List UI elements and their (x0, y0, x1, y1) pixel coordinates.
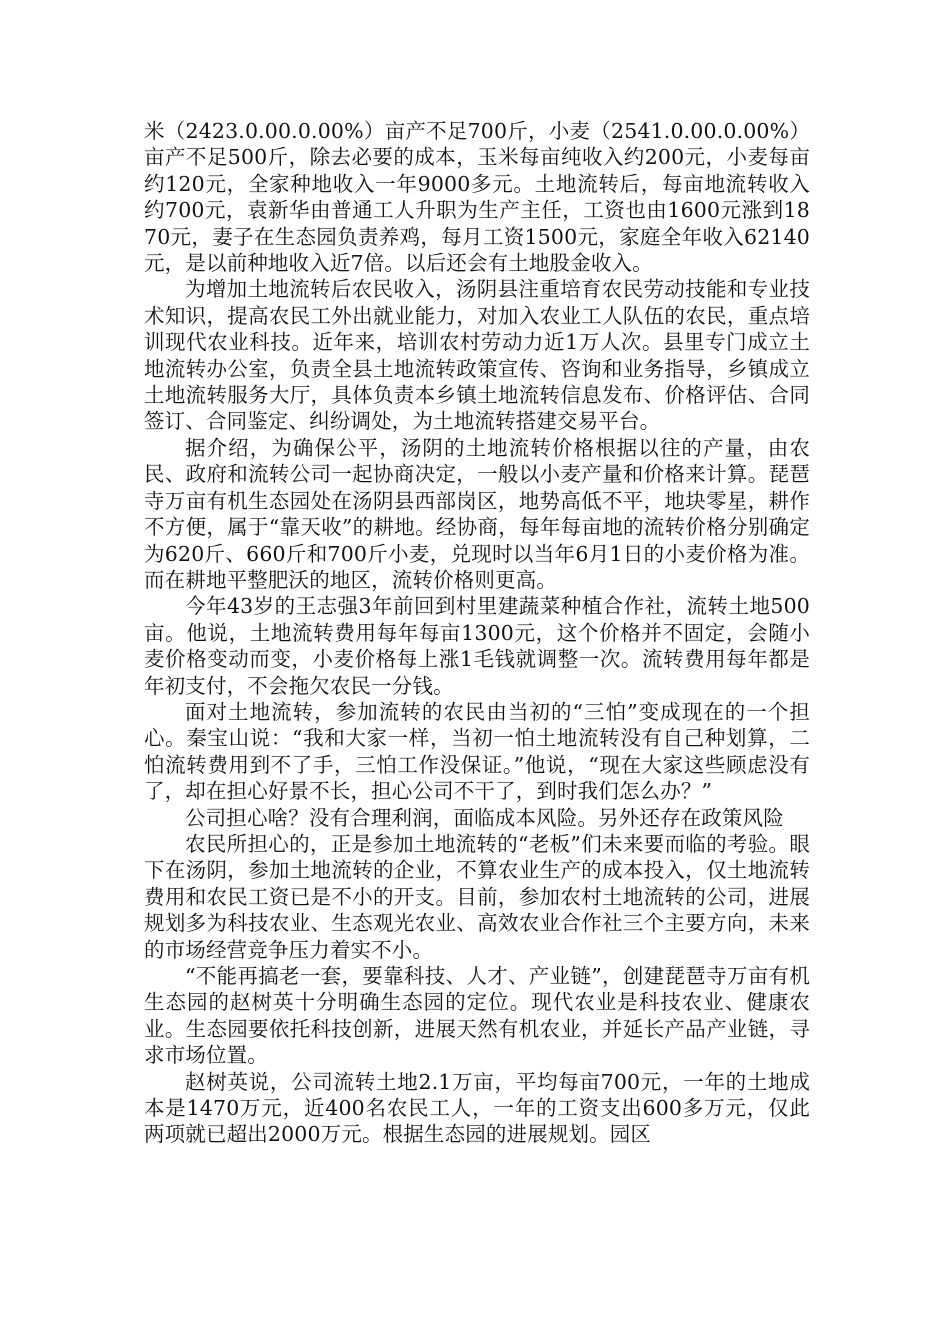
paragraph-9: 赵树英说，公司流转土地2.1万亩，平均每亩700元，一年的土地成本是1470万元，近400名农民工人，一年的工资支出600多万元，仅此两项就已超出2000万元。根据生态园的进展规划。园区 (144, 1069, 810, 1147)
paragraph-1: 米（2423.0.00.0.00%）亩产不足700斤，小麦（2541.0.00.0.00%）亩产不足500斤，除去必要的成本，玉米每亩纯收入约200元，小麦每亩约120元，全家种地收入一年9000多元。土地流转后，每亩地流转收入约700元，袁新华由普通工人升职为生产主任，工资也由1600元涨到1870元，妻子在生态园负责养鸡，每月工资1500元，家庭全年收入62140元，是以前种地收入近7倍。以后还会有土地股金收入。 (144, 119, 810, 276)
paragraph-4: 今年43岁的王志强3年前回到村里建蔬菜种植合作社，流转土地500亩。他说，土地流转费用每年每亩1300元，这个价格并不固定，会随小麦价格变动而变，小麦价格每上涨1毛钱就调整一次。流转费用每年都是年初支付，不会拖欠农民一分钱。 (144, 594, 810, 698)
paragraph-3: 据介绍，为确保公平，汤阴的土地流转价格根据以往的产量，由农民、政府和流转公司一起协商决定，一般以小麦产量和价格来计算。琵琶寺万亩有机生态园处在汤阴县西部岗区，地势高低不平，地块零星，耕作不方便，属于“靠天收”的耕地。经协商，每年每亩地的流转价格分别确定为620斤、660斤和700斤小麦，兑现时以当年6月1日的小麦价格为准。而在耕地平整肥沃的地区，流转价格则更高。 (144, 435, 810, 592)
paragraph-2: 为增加土地流转后农民收入，汤阴县注重培育农民劳动技能和专业技术知识，提高农民工外出就业能力，对加入农业工人队伍的农民，重点培训现代农业科技。近年来，培训农村劳动力近1万人次。县里专门成立土地流转办公室，负责全县土地流转政策宣传、咨询和业务指导，乡镇成立土地流转服务大厅，具体负责本乡镇土地流转信息发布、价格评估、合同签订、合同鉴定、纠纷调处，为土地流转搭建交易平台。 (144, 277, 810, 434)
document-page (144, 118, 810, 1148)
paragraph-6: 公司担心啥？没有合理利润，面临成本风险。另外还存在政策风险 (185, 805, 784, 830)
paragraph-7: 农民所担心的，正是参加土地流转的“老板”们未来要而临的考验。眼下在汤阴，参加土地流转的企业，不算农业生产的成本投入，仅土地流转费用和农民工资已是不小的开支。目前，参加农村土地流转的公司，进展规划多为科技农业、生态观光农业、高效农业合作社三个主要方向，未来的市场经营竞争压力着实不小。 (144, 831, 810, 962)
paragraph-5: 面对土地流转，参加流转的农民由当初的“三怕”变成现在的一个担心。秦宝山说：“我和大家一样，当初一怕土地流转没有自己种划算，二怕流转费用到不了手，三怕工作没保证。”他说，“现在大家这些顾虑没有了，却在担心好景不长，担心公司不干了，到时我们怎么办？” (144, 699, 810, 804)
paragraph-8: “不能再搞老一套，要靠科技、人才、产业链”，创建琵琶寺万亩有机生态园的赵树英十分明确生态园的定位。现代农业是科技农业、健康农业。生态园要依托科技创新，进展天然有机农业，并延长产品产业链，寻求市场位置。 (144, 964, 810, 1068)
